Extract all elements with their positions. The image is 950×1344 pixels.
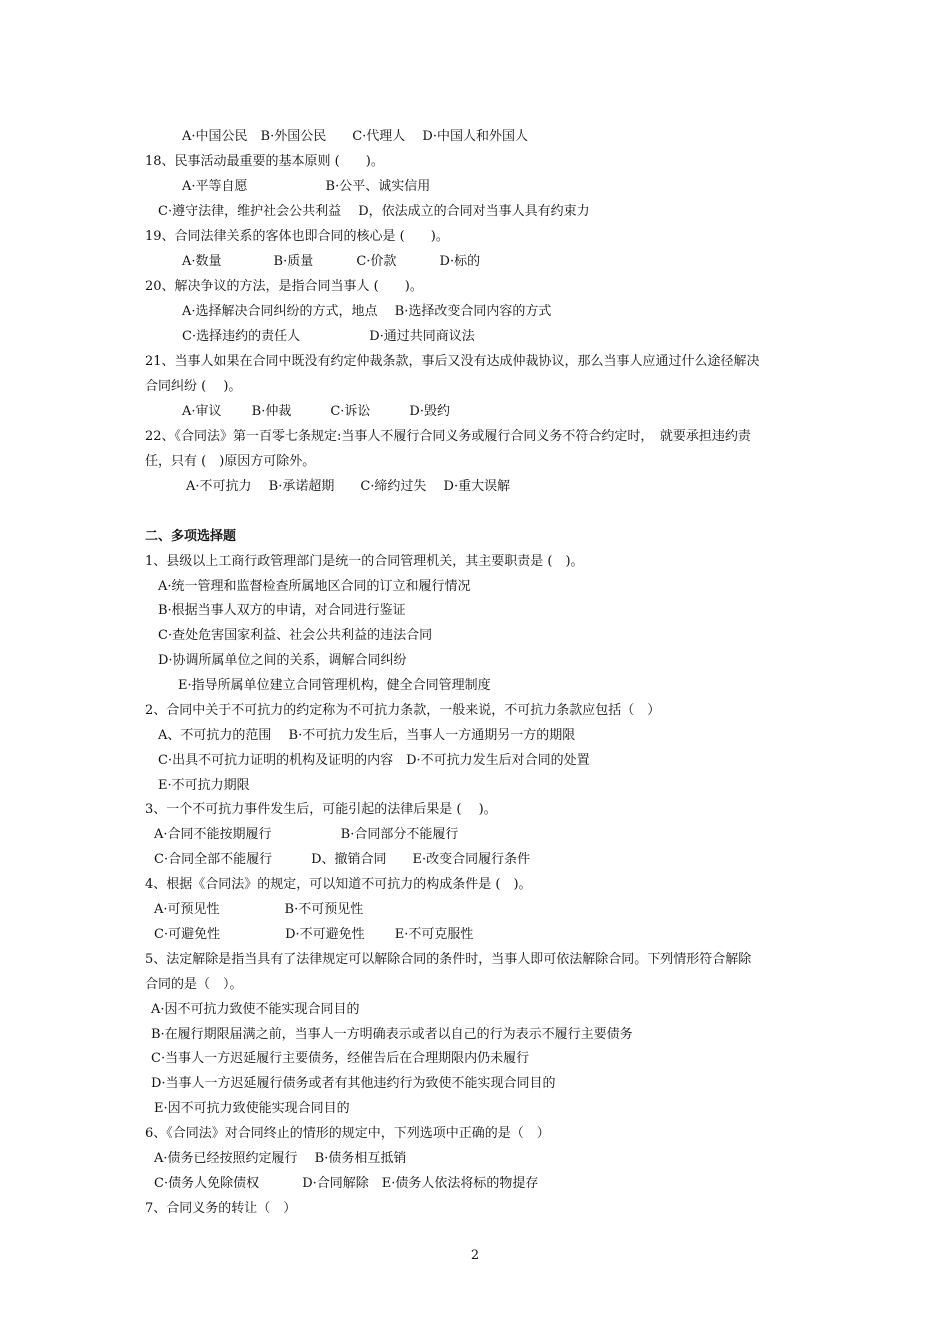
m1-option-c: C·查处危害国家利益、社会公共利益的违法合同 <box>158 628 433 643</box>
m6-options-ab: A·债务已经按照约定履行 B·债务相互抵销 <box>154 1151 407 1166</box>
q22-options: A·不可抗力 B·承诺超期 C·缔约过失 D·重大误解 <box>186 479 511 494</box>
m2-options-cd: C·出具不可抗力证明的机构及证明的内容 D·不可抗力发生后对合同的处置 <box>158 753 590 768</box>
m1-option-e: E·指导所属单位建立合同管理机构，健全合同管理制度 <box>178 678 491 693</box>
m4-question: 4、根据《合同法》的规定，可以知道不可抗力的构成条件是 ( )。 <box>145 877 532 892</box>
q17-options: A·中国公民 B·外国公民 C·代理人 D·中国人和外国人 <box>182 129 528 144</box>
m6-question: 6、《合同法》对合同终止的情形的规定中，下列选项中正确的是（ ） <box>145 1126 550 1141</box>
m2-question: 2、合同中关于不可抗力的约定称为不可抗力条款，一般来说，不可抗力条款应包括（ ） <box>145 703 661 718</box>
q21-question-cont: 合同纠纷 ( )。 <box>145 379 242 394</box>
m7-question: 7、合同义务的转让（ ） <box>145 1201 297 1216</box>
m1-option-b: B·根据当事人双方的申请，对合同进行鉴证 <box>158 603 406 618</box>
q20-options-ab: A·选择解决合同纠纷的方式，地点 B·选择改变合同内容的方式 <box>182 304 552 319</box>
q20-question: 20、解决争议的方法，是指合同当事人 ( )。 <box>145 279 423 294</box>
q21-options: A·审议 B·仲裁 C·诉讼 D·毁约 <box>182 404 450 419</box>
m5-option-e: E·因不可抗力致使能实现合同目的 <box>154 1101 350 1116</box>
m5-option-b: B·在履行期限届满之前，当事人一方明确表示或者以自己的行为表示不履行主要债务 <box>151 1027 633 1042</box>
m2-options-ab: A、不可抗力的范围 B·不可抗力发生后，当事人一方通期另一方的期限 <box>158 728 576 743</box>
m2-option-e: E·不可抗力期限 <box>158 778 250 793</box>
q19-question: 19、合同法律关系的客体也即合同的核心是 ( )。 <box>145 229 449 244</box>
q18-options-ab: A·平等自愿 B·公平、诚实信用 <box>182 179 431 194</box>
m3-options-cde: C·合同全部不能履行 D、撤销合同 E·改变合同履行条件 <box>154 852 531 867</box>
m3-question: 3、一个不可抗力事件发生后，可能引起的法律后果是 ( )。 <box>145 802 497 817</box>
q20-options-cd: C·选择违约的责任人 D·通过共同商议法 <box>182 329 475 344</box>
q18-question: 18、民事活动最重要的基本原则 ( )。 <box>145 154 384 169</box>
m1-option-a: A·统一管理和监督检查所属地区合同的订立和履行情况 <box>158 579 471 594</box>
m6-options-cde: C·债务人免除债权 D·合同解除 E·债务人依法将标的物提存 <box>154 1176 539 1191</box>
m4-options-cde: C·可避免性 D·不可避免性 E·不可克服性 <box>154 927 474 942</box>
m5-option-d: D·当事人一方迟延履行债务或者有其他违约行为致使不能实现合同目的 <box>151 1076 556 1091</box>
q19-options: A·数量 B·质量 C·价款 D·标的 <box>182 254 481 269</box>
m1-option-d: D·协调所属单位之间的关系，调解合同纠纷 <box>158 653 407 668</box>
m5-question: 5、法定解除是指当具有了法律规定可以解除合同的条件时，当事人即可依法解除合同。下列情形符合解除 <box>145 952 752 967</box>
section-heading-multiple-choice: 二、多项选择题 <box>145 529 237 544</box>
q22-question-cont: 任，只有 ( )原因方可除外。 <box>145 454 316 469</box>
m5-option-c: C·当事人一方迟延履行主要债务，经催告后在合理期限内仍未履行 <box>151 1051 530 1066</box>
q21-question: 21、当事人如果在合同中既没有约定仲裁条款，事后又没有达成仲裁协议，那么当事人应通过什么途径解决 <box>145 354 760 369</box>
m1-question: 1、县级以上工商行政管理部门是统一的合同管理机关，其主要职责是 ( )。 <box>145 554 584 569</box>
q18-options-cd: C·遵守法律，维护社会公共利益 D，依法成立的合同对当事人具有约束力 <box>158 204 590 219</box>
page-number: 2 <box>470 1248 480 1263</box>
m5-option-a: A·因不可抗力致使不能实现合同目的 <box>151 1002 360 1017</box>
m4-options-ab: A·可预见性 B·不可预见性 <box>154 902 364 917</box>
m5-question-cont: 合同的是（ ）。 <box>145 977 243 992</box>
m3-options-ab: A·合同不能按期履行 B·合同部分不能履行 <box>154 827 459 842</box>
q22-question: 22、《合同法》第一百零七条规定:当事人不履行合同义务或履行合同义务不符合约定时， 就要承担违约责 <box>145 429 751 444</box>
